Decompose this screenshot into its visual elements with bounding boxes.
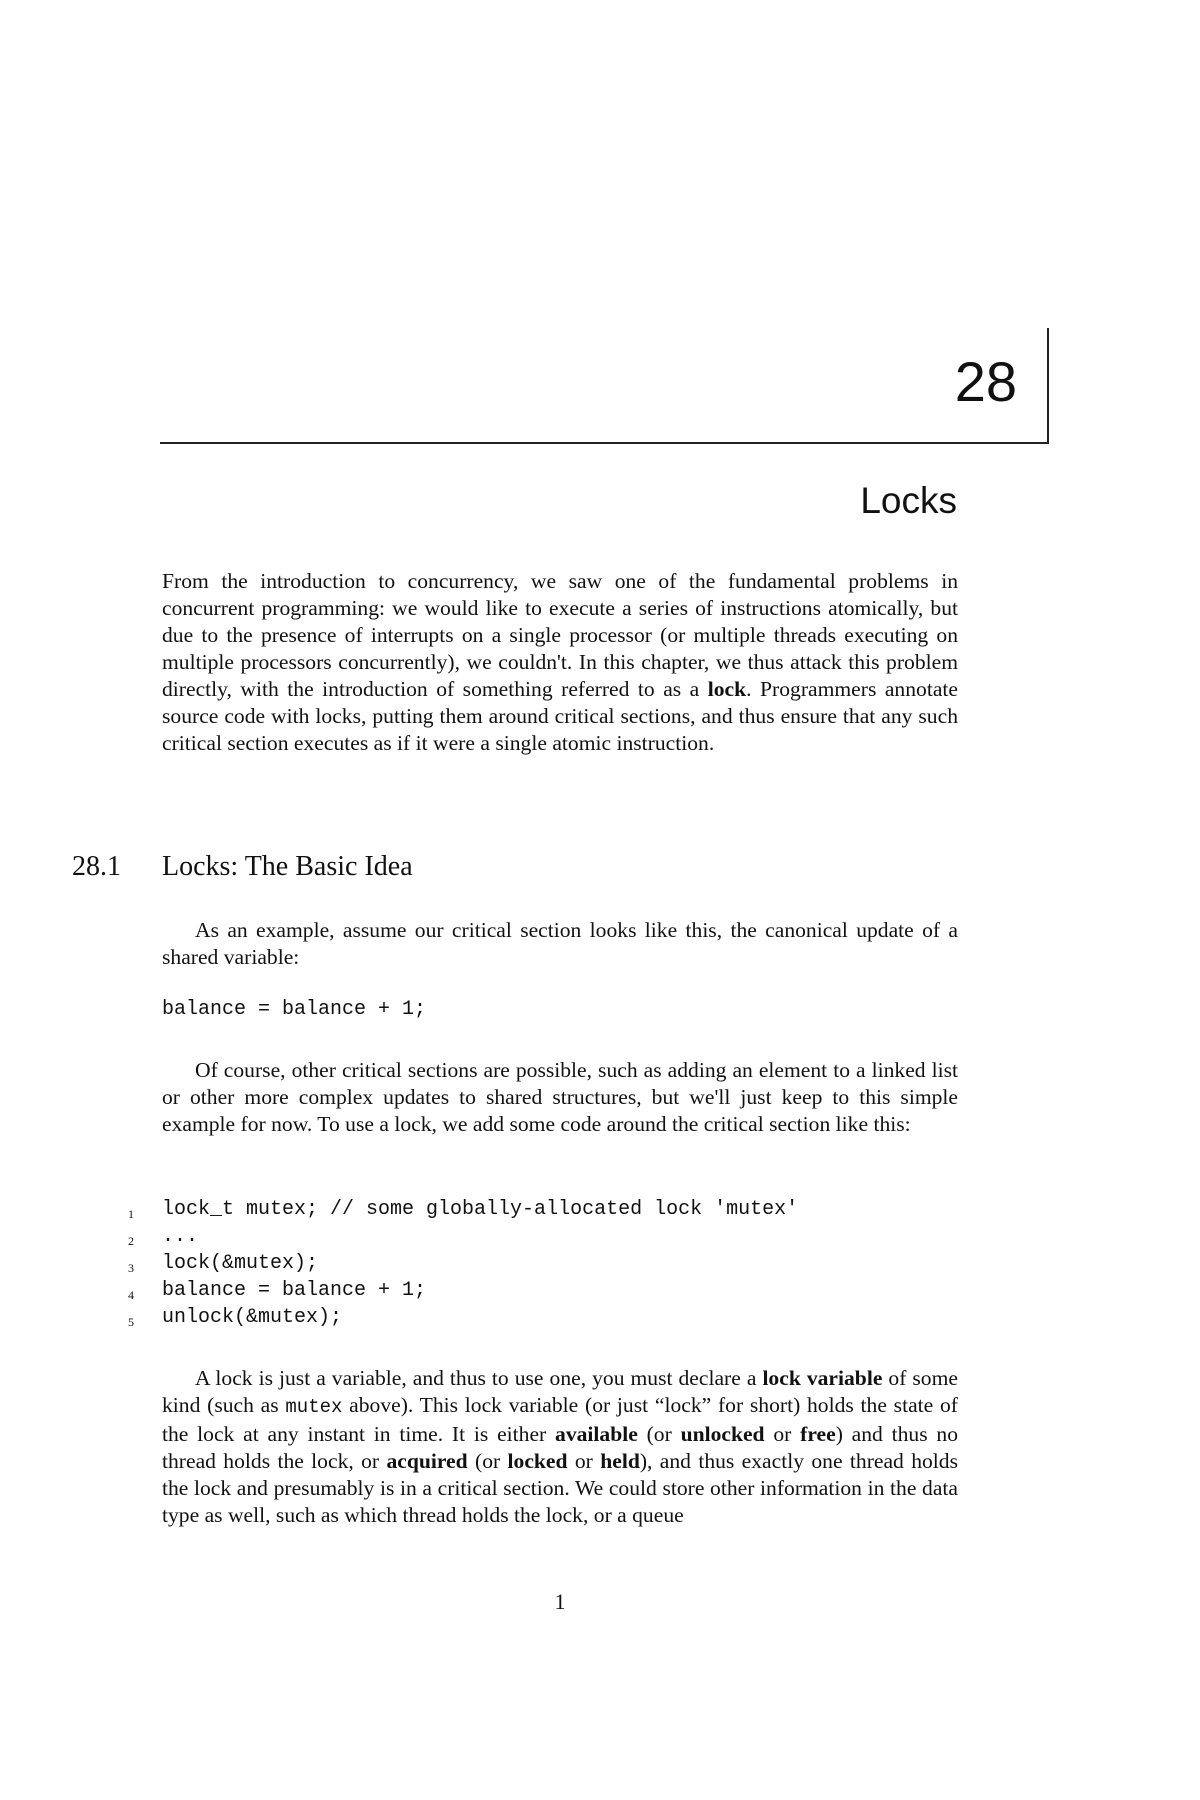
intro-text-end: . Programmers annotate source code with locks, putting them around critical sections, and thus ensure that any such critical section executes as if it were a single atomic instruction. — [162, 677, 958, 755]
intro-text: From the introduction to concurrency, we saw one of the fundamental problems in concurrent programming: we would like to execute a series of instructions atomically, but due to the presence of interrupts on a single processor (or multiple threads executing on multiple processors concurrently), we couldn't. In this chapter, we thus attack this problem directly, with the introduction of something referred to as a — [162, 569, 958, 701]
term-locked: locked — [507, 1449, 568, 1473]
text: or — [567, 1449, 601, 1473]
term-held: held — [600, 1449, 640, 1473]
chapter-title: Locks — [860, 480, 957, 521]
code-line: ... — [162, 1225, 199, 1248]
term-free: free — [800, 1422, 836, 1446]
text: ) and thus no thread holds the lock, or — [162, 1422, 959, 1473]
section-heading — [72, 853, 413, 881]
code-line-number: 2 — [128, 1234, 134, 1248]
code-line: unlock(&mutex); — [162, 1306, 343, 1329]
code-snippet-balance: balance = balance + 1; — [162, 998, 427, 1021]
inline-code-mutex: mutex — [285, 1396, 343, 1418]
text: above). This lock variable (or just “lock” for short) holds the state of the lock at any instant in time. It is either — [162, 1393, 958, 1446]
text: or — [764, 1422, 801, 1446]
code-line-number: 5 — [128, 1315, 134, 1329]
section-title: Locks: The Basic Idea — [162, 851, 413, 882]
paragraph-example: As an example, assume our critical section looks like this, the canonical update of a shared variable: — [162, 918, 958, 969]
paragraph-lock-variable — [162, 1365, 958, 1529]
text: A lock is just a variable, and thus to use one, you must declare a — [195, 1366, 763, 1390]
intro-paragraph — [162, 568, 958, 757]
text: (or — [637, 1422, 681, 1446]
term-lock-variable: lock variable — [762, 1366, 883, 1390]
code-line: lock_t mutex; // some globally-allocated lock 'mutex' — [162, 1198, 799, 1221]
text: (or — [467, 1449, 508, 1473]
text: ), and thus exactly one thread holds the lock and presumably is in a critical section. We could store other information in the data type as well, such as which thread holds the lock, or a queue — [162, 1449, 958, 1527]
term-available: available — [555, 1422, 638, 1446]
lock-term: lock — [707, 677, 747, 701]
term-acquired: acquired — [386, 1449, 468, 1473]
chapter-number: 28 — [954, 350, 1017, 413]
section-number: 28.1 — [72, 851, 121, 882]
code-line: balance = balance + 1; — [162, 1279, 427, 1302]
text: of some kind (such as — [162, 1366, 958, 1417]
chapter-header-box — [160, 328, 1049, 444]
code-line-number: 3 — [128, 1261, 134, 1275]
code-line-number: 1 — [128, 1207, 134, 1221]
code-line: lock(&mutex); — [162, 1252, 319, 1275]
paragraph-other-sections: Of course, other critical sections are possible, such as adding an element to a linked list or other more complex updates to shared structures, but we'll just keep to this simple example for now. To use a lock, we add some code around the critical section like this: — [162, 1058, 958, 1136]
page-number: 1 — [554, 1589, 566, 1614]
code-line-number: 4 — [128, 1288, 134, 1302]
term-unlocked: unlocked — [680, 1422, 765, 1446]
